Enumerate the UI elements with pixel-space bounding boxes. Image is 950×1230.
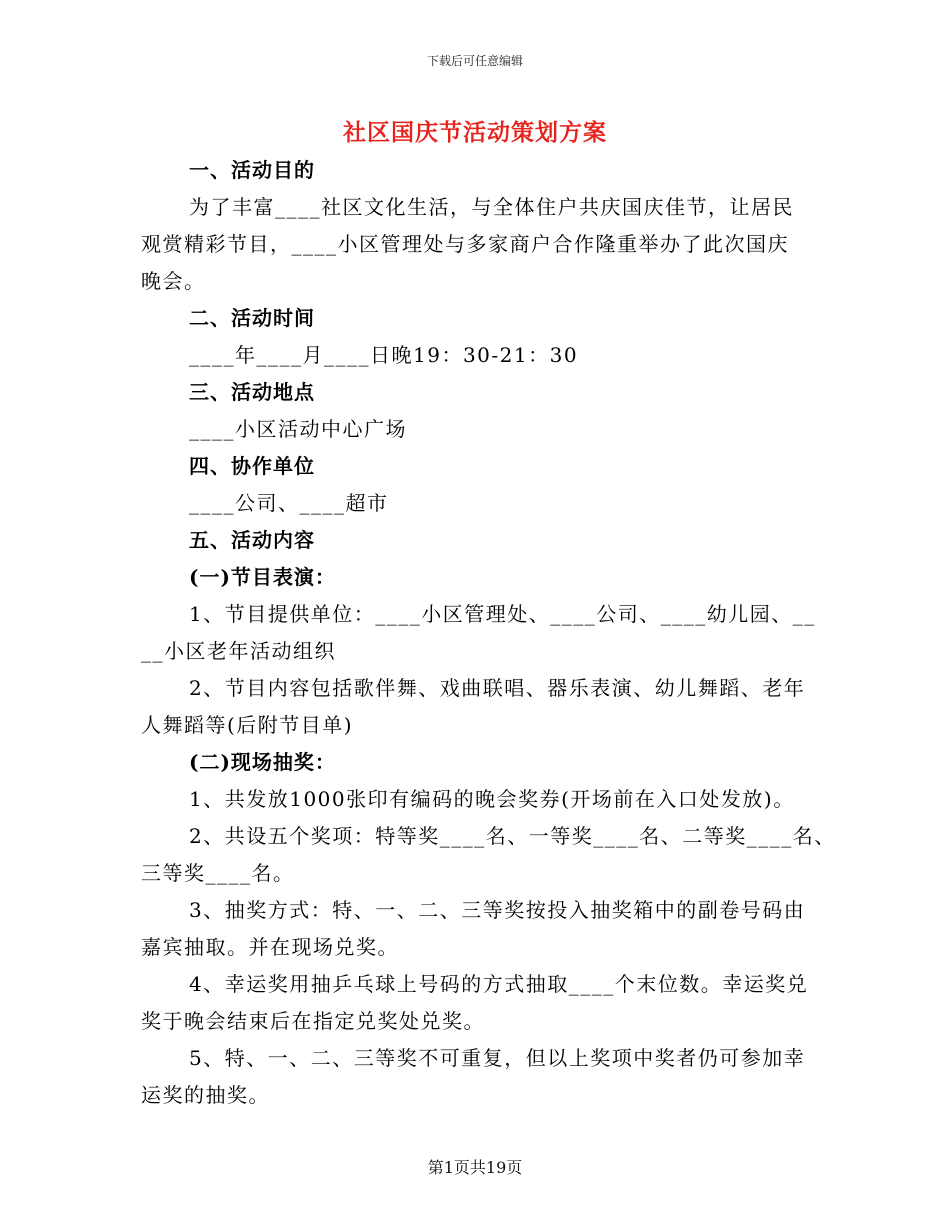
paragraph-line: __小区老年活动组织: [141, 639, 336, 663]
paragraph-line: 为了丰富____社区文化生活，与全体住户共庆国庆佳节，让居民: [189, 195, 794, 219]
paragraph-line: ____年____月____日晚19：30-21：30: [189, 343, 579, 367]
section-heading: 二、活动时间: [189, 306, 315, 330]
paragraph-line: 5、特、一、二、三等奖不可重复，但以上奖项中奖者仍可参加幸: [189, 1046, 806, 1070]
paragraph-line: 人舞蹈等(后附节目单): [141, 713, 354, 737]
paragraph-line: 1、共发放1000张印有编码的晚会奖券(开场前在入口处发放)。: [189, 787, 795, 811]
header-note: 下载后可任意编辑: [426, 54, 523, 68]
paragraph-line: 4、幸运奖用抽乒乓球上号码的方式抽取____个末位数。幸运奖兑: [189, 972, 809, 996]
section-heading: (一)节目表演：: [189, 565, 336, 589]
paragraph-line: 2、共设五个奖项：特等奖____名、一等奖____名、二等奖____名、: [189, 824, 836, 848]
paragraph-line: 观赏精彩节目，____小区管理处与多家商户合作隆重举办了此次国庆: [141, 232, 789, 256]
paragraph-line: ____小区活动中心广场: [189, 417, 407, 441]
document-body: [141, 152, 836, 1114]
paragraph-line: 奖于晚会结束后在指定兑奖处兑奖。: [141, 1009, 485, 1033]
paragraph-line: 嘉宾抽取。并在现场兑奖。: [141, 935, 399, 959]
section-heading: 一、活动目的: [189, 158, 315, 182]
paragraph-line: ____公司、____超市: [189, 491, 389, 515]
paragraph-line: 1、节目提供单位：____小区管理处、____公司、____幼儿园、__: [189, 602, 816, 626]
page-number-footer: 第1页共19页: [427, 1158, 523, 1177]
section-heading: 四、协作单位: [189, 454, 315, 478]
document-title: 社区国庆节活动策划方案: [343, 119, 607, 146]
section-heading: (二)现场抽奖：: [189, 750, 336, 774]
paragraph-line: 2、节目内容包括歌伴舞、戏曲联唱、器乐表演、幼儿舞蹈、老年: [189, 676, 806, 700]
paragraph-line: 晚会。: [141, 269, 206, 293]
section-heading: 五、活动内容: [189, 528, 315, 552]
paragraph-line: 3、抽奖方式：特、一、二、三等奖按投入抽奖箱中的副卷号码由: [189, 898, 806, 922]
section-heading: 三、活动地点: [189, 380, 315, 404]
paragraph-line: 运奖的抽奖。: [141, 1083, 270, 1107]
paragraph-line: 三等奖____名。: [141, 861, 295, 885]
